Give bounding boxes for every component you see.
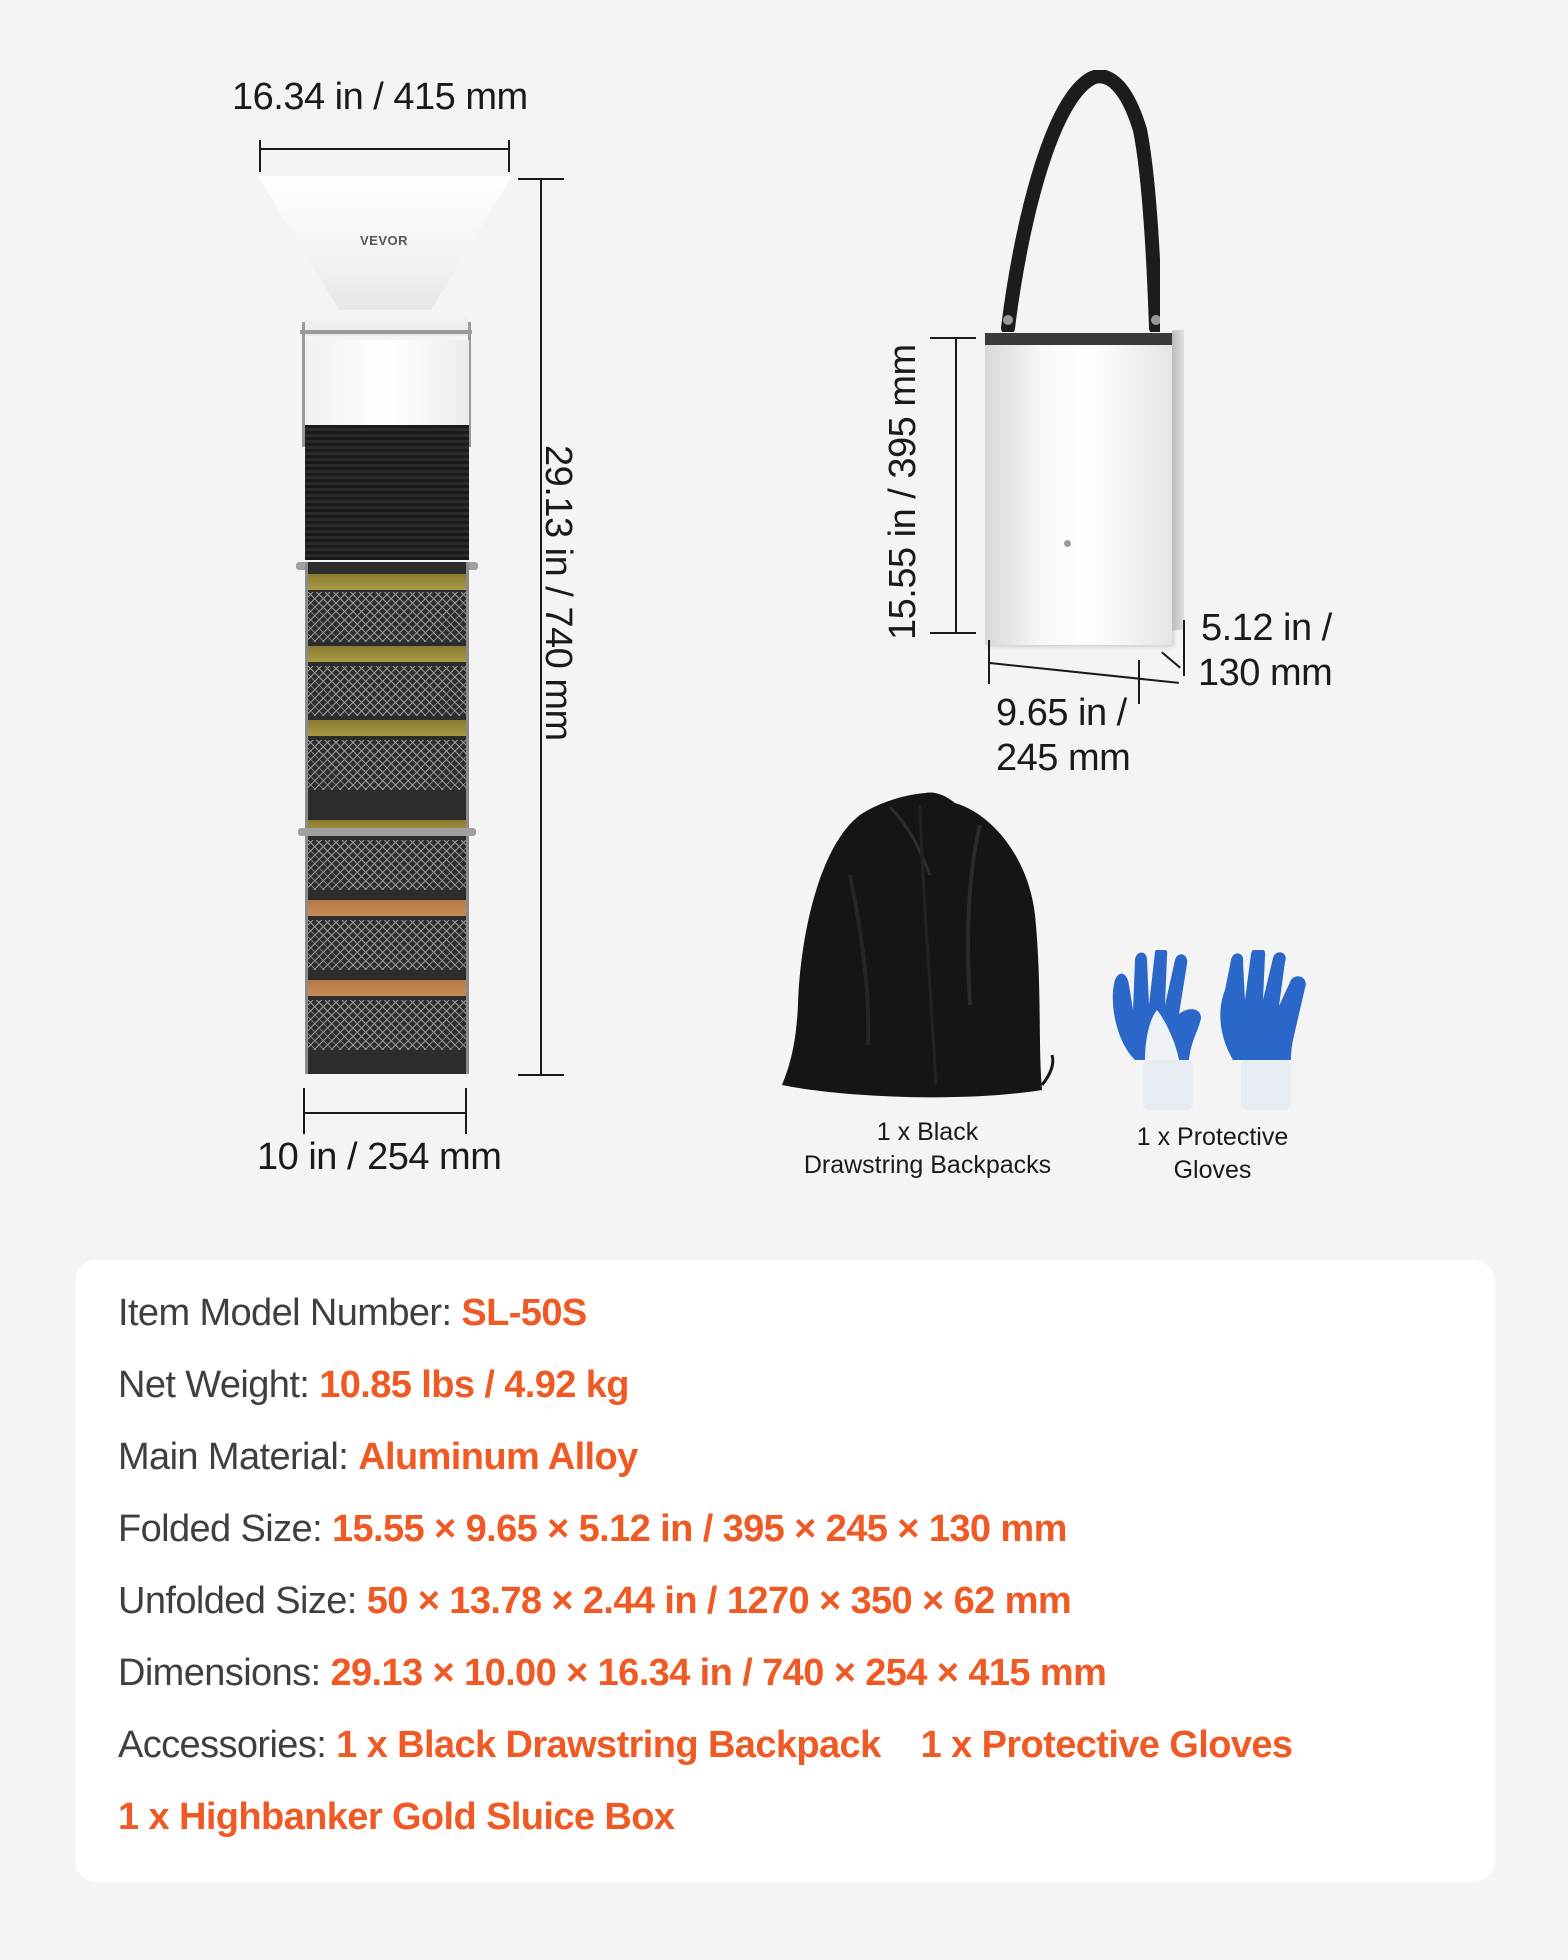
box-rivet-icon xyxy=(1064,540,1071,547)
folded-depth-tick xyxy=(1183,620,1185,676)
backpack-caption-line2: Drawstring Backpacks xyxy=(803,1151,1052,1179)
top-width-label: 16.34 in / 415 mm xyxy=(232,76,528,118)
sluice-upper-plate xyxy=(305,340,469,425)
folded-height-tick-top xyxy=(930,337,976,339)
height-label: 29.13 in / 740 mm xyxy=(537,445,579,741)
spec-model xyxy=(118,1292,587,1335)
spec-model-label: Item Model Number: xyxy=(118,1292,462,1334)
spec-model-value: SL-50S xyxy=(461,1292,587,1334)
bottom-width-tick-left xyxy=(303,1088,305,1134)
spec-unfolded-label: Unfolded Size: xyxy=(118,1580,367,1622)
spec-accessories-label: Accessories: xyxy=(118,1724,337,1766)
folded-depth-line xyxy=(1161,652,1181,669)
folded-sluice-box xyxy=(985,333,1172,645)
backpack-caption-line1: 1 x Black xyxy=(876,1118,979,1146)
bottom-width-line xyxy=(304,1112,466,1114)
spec-unfolded-size xyxy=(118,1580,1071,1623)
top-width-tick-left xyxy=(259,140,261,172)
backpack-caption xyxy=(770,1116,1085,1182)
height-tick-bottom xyxy=(518,1074,564,1076)
top-width-line xyxy=(260,148,510,150)
spec-weight-label: Net Weight: xyxy=(118,1364,320,1406)
sluice-riffle-tray xyxy=(305,562,469,1074)
spec-folded-label: Folded Size: xyxy=(118,1508,332,1550)
riffle xyxy=(308,574,466,590)
folded-height-line xyxy=(955,337,957,634)
shoulder-strap-icon xyxy=(1000,70,1160,332)
spec-material-value: Aluminum Alloy xyxy=(358,1436,638,1478)
bottom-width-label: 10 in / 254 mm xyxy=(257,1136,502,1178)
spec-accessory-backpack: 1 x Black Drawstring Backpack xyxy=(336,1724,881,1766)
folded-depth-label-line1: 5.12 in / xyxy=(1201,607,1332,649)
spec-accessories xyxy=(118,1724,1292,1767)
spec-folded-value: 15.55 × 9.65 × 5.12 in / 395 × 245 × 130 mm xyxy=(331,1508,1067,1550)
spec-folded-size xyxy=(118,1508,1067,1551)
riffle xyxy=(308,720,466,736)
riffle xyxy=(308,646,466,662)
expanded-mesh xyxy=(308,666,466,716)
support-rod xyxy=(300,330,472,334)
spec-material-label: Main Material: xyxy=(118,1436,359,1478)
expanded-mesh xyxy=(308,1000,466,1050)
spec-weight xyxy=(118,1364,629,1407)
spec-accessory-sluice-box: 1 x Highbanker Gold Sluice Box xyxy=(118,1796,675,1838)
spec-weight-value: 10.85 lbs / 4.92 kg xyxy=(319,1364,629,1406)
folded-width-line xyxy=(990,662,1179,684)
folded-width-label-line2: 245 mm xyxy=(996,737,1131,779)
folded-box-opening xyxy=(985,333,1172,345)
folded-depth-label-line2: 130 mm xyxy=(1198,652,1333,694)
spec-accessories-cont xyxy=(118,1796,674,1839)
spec-dims-label: Dimensions: xyxy=(118,1652,331,1694)
spec-accessory-gloves: 1 x Protective Gloves xyxy=(920,1724,1293,1766)
top-width-tick-right xyxy=(508,140,510,172)
folded-width-tick-left xyxy=(988,640,990,684)
gloves-caption xyxy=(1110,1121,1315,1187)
folded-width-tick-right xyxy=(1138,660,1140,704)
expanded-mesh xyxy=(308,920,466,970)
brand-logo: VEVOR xyxy=(360,233,409,248)
folded-box-side xyxy=(1172,329,1184,630)
drawstring-backpack-icon xyxy=(780,785,1070,1105)
height-tick-top xyxy=(518,178,564,180)
protective-gloves-icon xyxy=(1105,950,1315,1115)
sluice-clip-bar xyxy=(298,828,476,836)
bottom-width-tick-right xyxy=(465,1088,467,1134)
spec-dims-value: 29.13 × 10.00 × 16.34 in / 740 × 254 × 415 mm xyxy=(330,1652,1107,1694)
expanded-mesh xyxy=(308,592,466,642)
sluice-black-matting xyxy=(305,425,469,560)
spec-unfolded-value: 50 × 13.78 × 2.44 in / 1270 × 350 × 62 mm xyxy=(366,1580,1072,1622)
expanded-mesh xyxy=(308,840,466,890)
gloves-caption-line2: Gloves xyxy=(1173,1156,1252,1184)
riffle xyxy=(308,900,466,916)
folded-height-label: 15.55 in / 395 mm xyxy=(882,344,924,640)
spec-material xyxy=(118,1436,638,1479)
folded-height-tick-bottom xyxy=(930,632,976,634)
expanded-mesh xyxy=(308,740,466,790)
folded-width-label-line1: 9.65 in / xyxy=(996,692,1127,734)
riffle xyxy=(308,980,466,996)
spec-dimensions xyxy=(118,1652,1106,1695)
specs-panel xyxy=(75,1260,1495,1882)
gloves-caption-line1: 1 x Protective xyxy=(1136,1123,1289,1151)
